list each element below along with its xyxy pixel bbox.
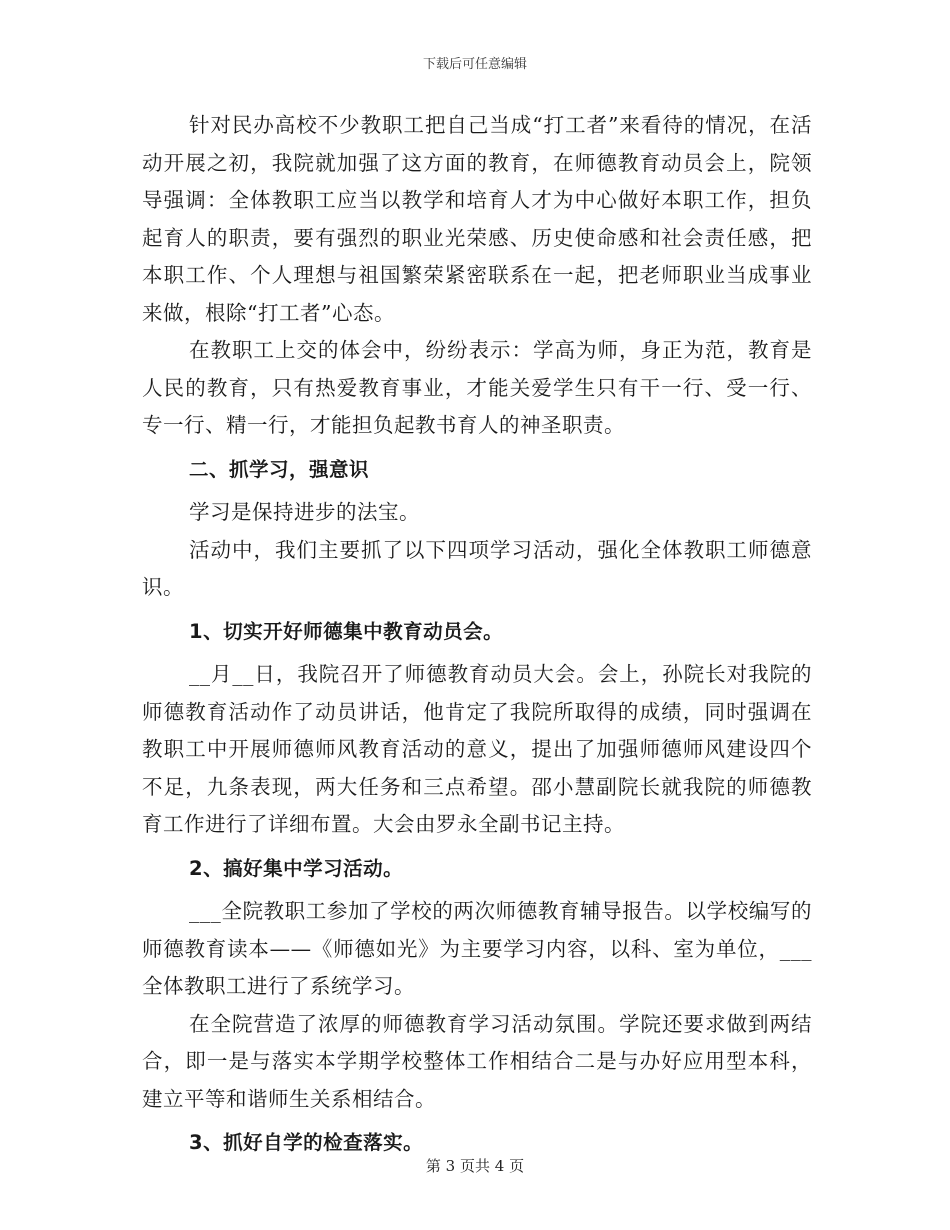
paragraph: 活动中，我们主要抓了以下四项学习活动，强化全体教职工师德意识。 <box>142 537 812 599</box>
subsection-heading: 2、搞好集中学习活动。 <box>189 856 404 880</box>
page-header: 下载后可任意编辑 <box>422 57 527 72</box>
paragraph: __月__日，我院召开了师德教育动员大会。会上，孙院长对我院的师德教育活动作了动员讲话，他肯定了我院所取得的成绩，同时强调在教职工中开展师德师风教育活动的意义，提出了加强师德师风建设四个不足，九条表现，两大任务和三点希望。邵小慧副院长就我院的师德教育工作进行了详细布置。大会由罗永全副书记主持。 <box>142 662 812 836</box>
paragraph: 学习是保持进步的法宝。 <box>189 500 420 524</box>
subsection-heading: 1、切实开好师德集中教育动员会。 <box>189 619 504 643</box>
paragraph: 针对民办高校不少教职工把自己当成“打工者”来看待的情况，在活动开展之初，我院就加强了这方面的教育，在师德教育动员会上，院领导强调：全体教职工应当以教学和培育人才为中心做好本职工作，担负起育人的职责，要有强烈的职业光荣感、历史使命感和社会责任感，把本职工作、个人理想与祖国繁荣紧密联系在一起，把老师职业当成事业来做，根除“打工者”心态。 <box>142 113 812 325</box>
paragraph: 在教职工上交的体会中，纷纷表示：学高为师，身正为范，教育是人民的教育，只有热爱教育事业，才能关爱学生只有干一行、受一行、专一行、精一行，才能担负起教书育人的神圣职责。 <box>142 338 812 437</box>
paragraph: 在全院营造了浓厚的师德教育学习活动氛围。学院还要求做到两结合，即一是与落实本学期学校整体工作相结合二是与办好应用型本科，建立平等和谐师生关系相结合。 <box>142 1011 812 1111</box>
paragraph: ___全院教职工参加了学校的两次师德教育辅导报告。以学校编写的师德教育读本——《师德如光》为主要学习内容，以科、室为单位，___全体教职工进行了系统学习。 <box>142 899 812 998</box>
subsection-heading: 3、抓好自学的检查落实。 <box>189 1131 424 1154</box>
page-footer: 第 3 页共 4 页 <box>425 1157 525 1175</box>
document-body <box>142 107 812 1168</box>
section-heading: 二、抓学习，强意识 <box>189 457 370 481</box>
